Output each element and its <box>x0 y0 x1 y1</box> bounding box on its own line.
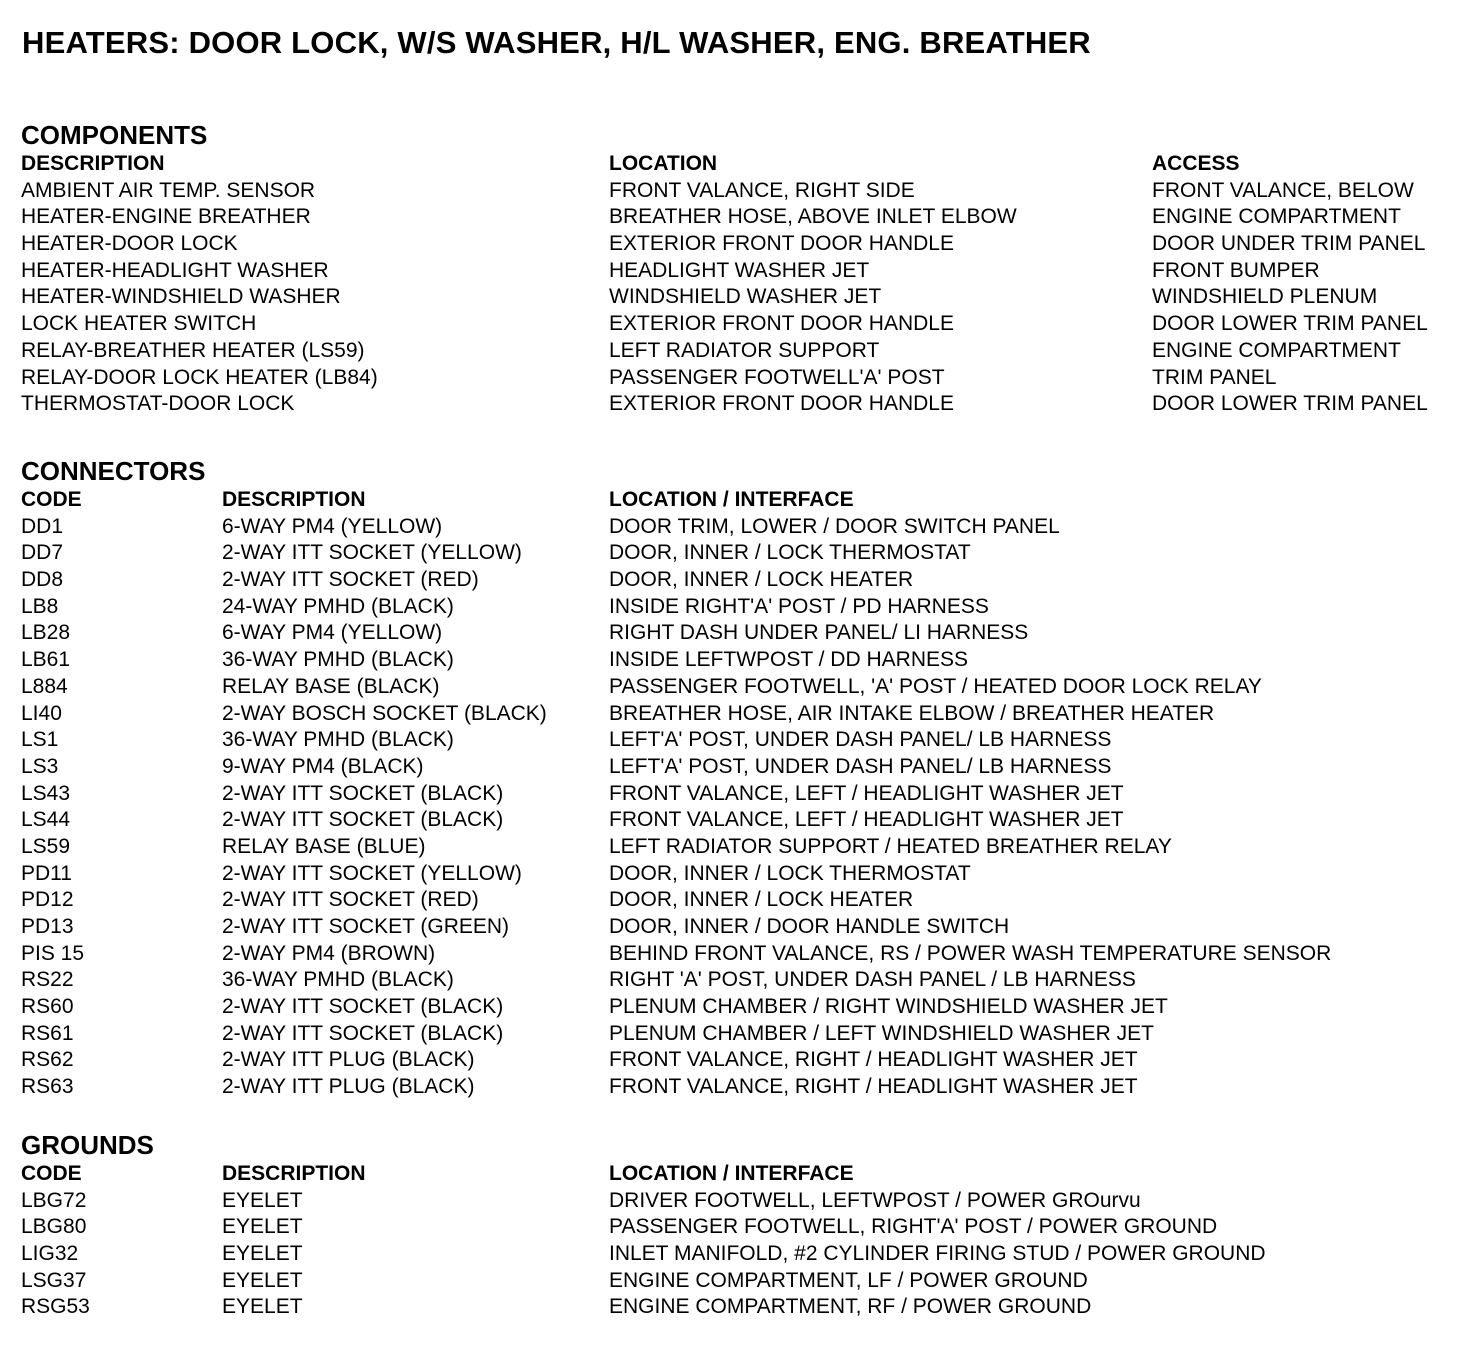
table-cell: DOOR TRIM, LOWER / DOOR SWITCH PANEL <box>609 514 1060 538</box>
table-cell: RELAY BASE (BLACK) <box>222 674 440 698</box>
connectors-row <box>21 620 1461 647</box>
connectors-row <box>21 647 1461 674</box>
connectors-rows <box>21 514 1461 1101</box>
components-row <box>21 311 1461 338</box>
table-cell: TRIM PANEL <box>1152 365 1277 389</box>
grounds-heading: GROUNDS <box>21 1130 154 1160</box>
table-cell: DOOR, INNER / LOCK HEATER <box>609 568 914 592</box>
table-cell: 36-WAY PMHD (BLACK) <box>222 968 454 992</box>
connectors-row <box>21 1047 1461 1074</box>
table-cell: 2-WAY ITT SOCKET (YELLOW) <box>222 541 522 565</box>
table-cell: PASSENGER FOOTWELL, RIGHT'A' POST / POWER GROUND <box>609 1215 1218 1239</box>
table-cell: RELAY BASE (BLUE) <box>222 834 426 858</box>
components-row <box>21 284 1461 311</box>
grounds-header-row <box>21 1161 1461 1188</box>
table-cell: 2-WAY ITT PLUG (BLACK) <box>222 1075 475 1099</box>
table-cell: LBG72 <box>21 1188 87 1212</box>
table-cell: RELAY-BREATHER HEATER (LS59) <box>21 338 365 362</box>
connectors-row <box>21 941 1461 968</box>
table-cell: EXTERIOR FRONT DOOR HANDLE <box>609 312 954 336</box>
table-cell: LEFT RADIATOR SUPPORT <box>609 338 880 362</box>
grounds-row <box>21 1214 1461 1241</box>
column-header-access: ACCESS <box>1152 152 1240 175</box>
connectors-row <box>21 994 1461 1021</box>
table-cell: LSG37 <box>21 1268 87 1292</box>
table-cell: FRONT VALANCE, RIGHT / HEADLIGHT WASHER JET <box>609 1075 1138 1099</box>
column-header-location: LOCATION <box>609 152 718 175</box>
table-cell: DOOR LOWER TRIM PANEL <box>1152 392 1428 416</box>
column-header-code: CODE <box>21 488 82 511</box>
table-cell: 24-WAY PMHD (BLACK) <box>222 594 454 618</box>
connectors-section <box>21 456 1461 1101</box>
components-row <box>21 365 1461 392</box>
table-cell: EXTERIOR FRONT DOOR HANDLE <box>609 392 954 416</box>
table-cell: INSIDE RIGHT'A' POST / PD HARNESS <box>609 594 989 618</box>
table-cell: DOOR, INNER / LOCK THERMOSTAT <box>609 541 971 565</box>
table-cell: PLENUM CHAMBER / RIGHT WINDSHIELD WASHER JET <box>609 995 1168 1019</box>
table-cell: DOOR, INNER / LOCK THERMOSTAT <box>609 861 971 885</box>
connectors-row <box>21 1074 1461 1101</box>
table-cell: PD11 <box>21 861 72 885</box>
table-cell: BREATHER HOSE, ABOVE INLET ELBOW <box>609 205 1017 229</box>
table-cell: ENGINE COMPARTMENT <box>1152 338 1401 362</box>
table-cell: 2-WAY PM4 (BROWN) <box>222 941 436 965</box>
table-cell: RIGHT 'A' POST, UNDER DASH PANEL / LB HARNESS <box>609 968 1136 992</box>
table-cell: 2-WAY ITT PLUG (BLACK) <box>222 1048 475 1072</box>
connectors-row <box>21 701 1461 728</box>
table-cell: PASSENGER FOOTWELL'A' POST <box>609 365 945 389</box>
table-cell: PD12 <box>21 888 74 912</box>
table-cell: HEATER-ENGINE BREATHER <box>21 205 311 229</box>
table-cell: LB61 <box>21 648 71 672</box>
connectors-row <box>21 861 1461 888</box>
table-cell: HEATER-HEADLIGHT WASHER <box>21 258 329 282</box>
table-cell: 2-WAY ITT SOCKET (RED) <box>222 568 479 592</box>
connectors-row <box>21 967 1461 994</box>
connectors-row <box>21 887 1461 914</box>
table-cell: FRONT VALANCE, LEFT / HEADLIGHT WASHER JET <box>609 808 1124 832</box>
table-cell: RS62 <box>21 1048 74 1072</box>
connectors-row <box>21 754 1461 781</box>
table-cell: EYELET <box>222 1215 303 1239</box>
table-cell: L884 <box>21 674 68 698</box>
connectors-row <box>21 727 1461 754</box>
table-cell: 2-WAY ITT SOCKET (RED) <box>222 888 479 912</box>
table-cell: FRONT VALANCE, LEFT / HEADLIGHT WASHER JET <box>609 781 1124 805</box>
grounds-row <box>21 1241 1461 1268</box>
table-cell: DOOR UNDER TRIM PANEL <box>1152 232 1426 256</box>
table-cell: DD1 <box>21 514 64 538</box>
connectors-row <box>21 1021 1461 1048</box>
table-cell: FRONT VALANCE, RIGHT / HEADLIGHT WASHER JET <box>609 1048 1138 1072</box>
table-cell: LOCK HEATER SWITCH <box>21 312 257 336</box>
table-cell: RSG53 <box>21 1295 90 1319</box>
grounds-section <box>21 1130 1461 1321</box>
column-header-location-interface: LOCATION / INTERFACE <box>609 488 854 511</box>
table-cell: RS61 <box>21 1021 74 1045</box>
table-cell: RIGHT DASH UNDER PANEL/ LI HARNESS <box>609 621 1029 645</box>
table-cell: 2-WAY ITT SOCKET (BLACK) <box>222 995 504 1019</box>
column-header-description: DESCRIPTION <box>21 152 165 175</box>
table-cell: LBG80 <box>21 1215 87 1239</box>
table-cell: HEADLIGHT WASHER JET <box>609 258 870 282</box>
table-cell: LEFT'A' POST, UNDER DASH PANEL/ LB HARNESS <box>609 728 1112 752</box>
table-cell: FRONT VALANCE, BELOW <box>1152 178 1414 202</box>
table-cell: RS63 <box>21 1075 74 1099</box>
table-cell: ENGINE COMPARTMENT, RF / POWER GROUND <box>609 1295 1092 1319</box>
grounds-row <box>21 1268 1461 1295</box>
table-cell: INSIDE LEFTWPOST / DD HARNESS <box>609 648 968 672</box>
table-cell: DD7 <box>21 541 64 565</box>
column-header-code: CODE <box>21 1162 82 1185</box>
components-section <box>21 120 1461 418</box>
table-cell: 2-WAY BOSCH SOCKET (BLACK) <box>222 701 547 725</box>
connectors-row <box>21 781 1461 808</box>
table-cell: LB8 <box>21 594 59 618</box>
components-header-row <box>21 151 1461 178</box>
table-cell: 2-WAY ITT SOCKET (BLACK) <box>222 781 504 805</box>
table-cell: HEATER-DOOR LOCK <box>21 232 238 256</box>
table-cell: EXTERIOR FRONT DOOR HANDLE <box>609 232 954 256</box>
column-header-location-interface: LOCATION / INTERFACE <box>609 1162 854 1185</box>
table-cell: ENGINE COMPARTMENT <box>1152 205 1401 229</box>
table-cell: AMBIENT AIR TEMP. SENSOR <box>21 178 316 202</box>
table-cell: RELAY-DOOR LOCK HEATER (LB84) <box>21 365 378 389</box>
table-cell: FRONT BUMPER <box>1152 258 1320 282</box>
connectors-heading: CONNECTORS <box>21 456 206 486</box>
table-cell: BREATHER HOSE, AIR INTAKE ELBOW / BREATHER HEATER <box>609 701 1215 725</box>
table-cell: BEHIND FRONT VALANCE, RS / POWER WASH TEMPERATURE SENSOR <box>609 941 1332 965</box>
table-cell: 36-WAY PMHD (BLACK) <box>222 728 454 752</box>
connectors-row <box>21 834 1461 861</box>
table-cell: 9-WAY PM4 (BLACK) <box>222 754 424 778</box>
grounds-rows <box>21 1188 1461 1321</box>
table-cell: LB28 <box>21 621 71 645</box>
table-cell: 2-WAY ITT SOCKET (BLACK) <box>222 808 504 832</box>
table-cell: PASSENGER FOOTWELL, 'A' POST / HEATED DOOR LOCK RELAY <box>609 674 1262 698</box>
connectors-row <box>21 514 1461 541</box>
page-title: HEATERS: DOOR LOCK, W/S WASHER, H/L WASHER, ENG. BREATHER <box>22 25 1091 60</box>
table-cell: PIS 15 <box>21 941 85 965</box>
table-cell: LEFT RADIATOR SUPPORT / HEATED BREATHER RELAY <box>609 834 1172 858</box>
grounds-row <box>21 1294 1461 1321</box>
connectors-row <box>21 567 1461 594</box>
table-cell: 6-WAY PM4 (YELLOW) <box>222 621 443 645</box>
table-cell: LS1 <box>21 728 59 752</box>
table-cell: EYELET <box>222 1295 303 1319</box>
table-cell: LI40 <box>21 701 62 725</box>
table-cell: 6-WAY PM4 (YELLOW) <box>222 514 443 538</box>
table-cell: 36-WAY PMHD (BLACK) <box>222 648 454 672</box>
table-cell: WINDSHIELD PLENUM <box>1152 285 1378 309</box>
components-row <box>21 338 1461 365</box>
table-cell: DOOR, INNER / LOCK HEATER <box>609 888 914 912</box>
table-cell: LEFT'A' POST, UNDER DASH PANEL/ LB HARNESS <box>609 754 1112 778</box>
components-heading: COMPONENTS <box>21 120 208 150</box>
connectors-row <box>21 540 1461 567</box>
connectors-row <box>21 914 1461 941</box>
table-cell: DRIVER FOOTWELL, LEFTWPOST / POWER GROurvu <box>609 1188 1141 1212</box>
table-cell: EYELET <box>222 1268 303 1292</box>
table-cell: 2-WAY ITT SOCKET (GREEN) <box>222 915 510 938</box>
connectors-row <box>21 674 1461 701</box>
components-rows <box>21 178 1461 418</box>
table-cell: LS59 <box>21 834 71 858</box>
connectors-row <box>21 807 1461 834</box>
table-cell: PLENUM CHAMBER / LEFT WINDSHIELD WASHER JET <box>609 1021 1154 1045</box>
table-cell: DOOR LOWER TRIM PANEL <box>1152 312 1428 336</box>
table-cell: RS22 <box>21 968 74 992</box>
table-cell: 2-WAY ITT SOCKET (BLACK) <box>222 1021 504 1045</box>
components-row <box>21 204 1461 231</box>
table-cell: LIG32 <box>21 1242 79 1266</box>
components-row <box>21 231 1461 258</box>
table-cell: HEATER-WINDSHIELD WASHER <box>21 285 341 309</box>
table-cell: EYELET <box>222 1188 303 1212</box>
table-cell: 2-WAY ITT SOCKET (YELLOW) <box>222 861 522 885</box>
table-cell: LS3 <box>21 754 59 778</box>
components-row <box>21 391 1461 418</box>
table-cell: INLET MANIFOLD, #2 CYLINDER FIRING STUD / POWER GROUND <box>609 1242 1266 1266</box>
table-cell: ENGINE COMPARTMENT, LF / POWER GROUND <box>609 1268 1088 1292</box>
components-row <box>21 258 1461 285</box>
table-cell: DOOR, INNER / DOOR HANDLE SWITCH <box>609 915 1010 938</box>
table-cell: LS44 <box>21 808 71 832</box>
table-cell: WINDSHIELD WASHER JET <box>609 285 882 309</box>
components-row <box>21 178 1461 205</box>
table-cell: PD13 <box>21 915 74 938</box>
table-cell: DD8 <box>21 568 64 592</box>
table-cell: FRONT VALANCE, RIGHT SIDE <box>609 178 915 202</box>
column-header-description: DESCRIPTION <box>222 488 366 511</box>
connectors-row <box>21 594 1461 621</box>
column-header-description: DESCRIPTION <box>222 1162 366 1185</box>
table-cell: EYELET <box>222 1242 303 1266</box>
table-cell: RS60 <box>21 995 74 1019</box>
grounds-row <box>21 1188 1461 1215</box>
connectors-header-row <box>21 487 1461 514</box>
table-cell: LS43 <box>21 781 71 805</box>
table-cell: THERMOSTAT-DOOR LOCK <box>21 392 295 416</box>
